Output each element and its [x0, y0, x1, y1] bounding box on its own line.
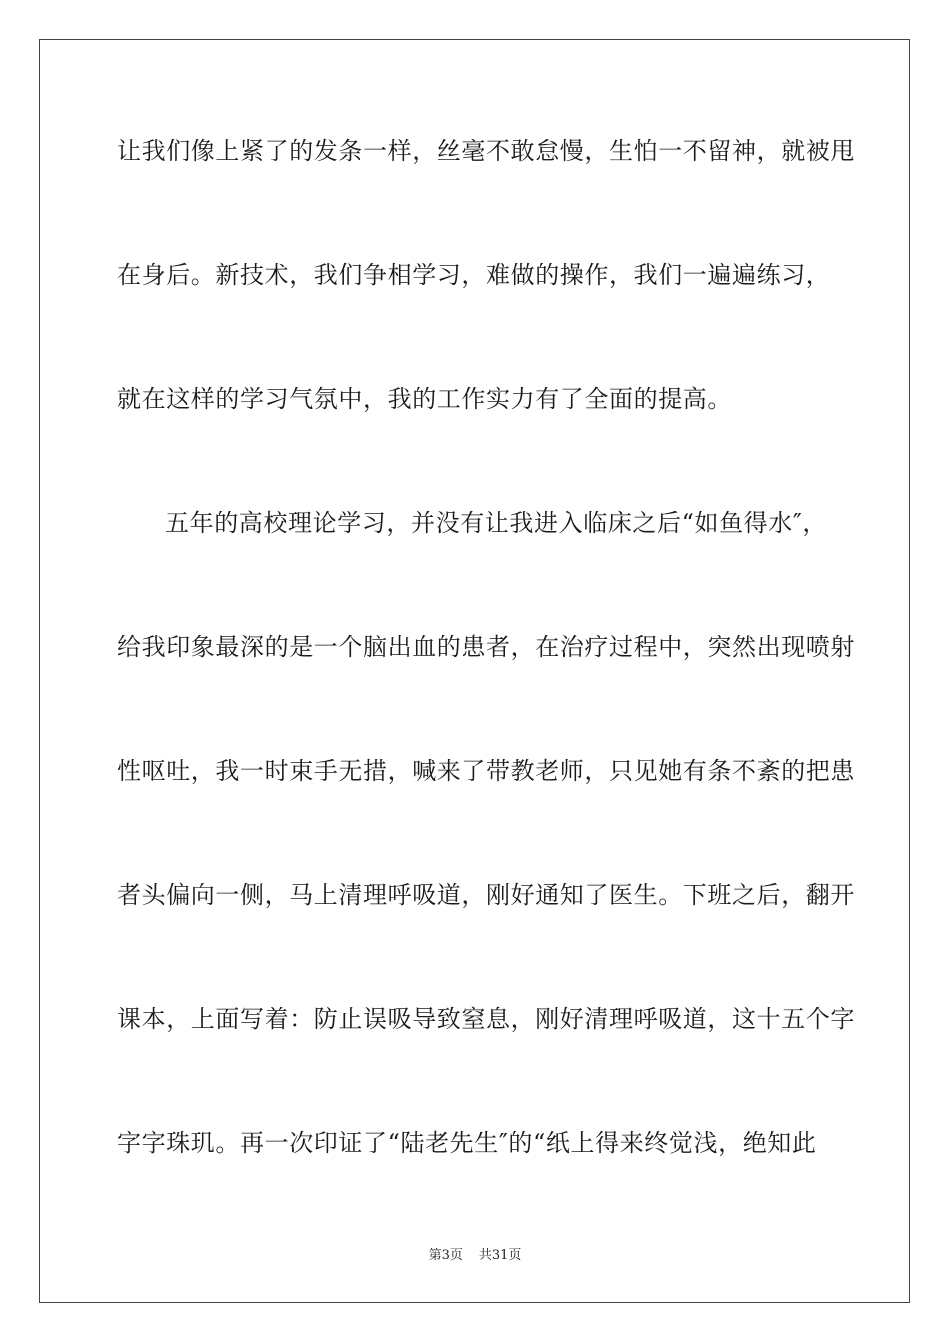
text-line-4-paragraph-start: 五年的高校理论学习，并没有让我进入临床之后“如鱼得水″，: [165, 509, 828, 537]
text-line-8: 课本，上面写着：防止误吸导致窒息，刚好清理呼吸道，这十五个字: [117, 1005, 855, 1033]
page-footer: [0, 1247, 950, 1265]
text-line-9: 字字珠玑。再一次印证了“陆老先生″的“纸上得来终觉浅，绝知此: [117, 1129, 817, 1157]
page-border: [39, 39, 910, 1303]
page-number-total: 共31页: [478, 1248, 522, 1263]
text-line-6: 性呕吐，我一时束手无措，喊来了带教老师，只见她有条不紊的把患: [117, 757, 855, 785]
text-line-1: 让我们像上紧了的发条一样，丝毫不敢怠慢，生怕一不留神，就被甩: [117, 137, 855, 165]
page-number-current: 第3页: [428, 1248, 463, 1263]
text-line-7: 者头偏向一侧，马上清理呼吸道，刚好通知了医生。下班之后，翻开: [117, 881, 855, 909]
text-line-5: 给我印象最深的是一个脑出血的患者，在治疗过程中，突然出现喷射: [117, 633, 855, 661]
text-line-3: 就在这样的学习气氛中，我的工作实力有了全面的提高。: [117, 385, 732, 413]
text-line-2: 在身后。新技术，我们争相学习，难做的操作，我们一遍遍练习，: [117, 261, 831, 289]
